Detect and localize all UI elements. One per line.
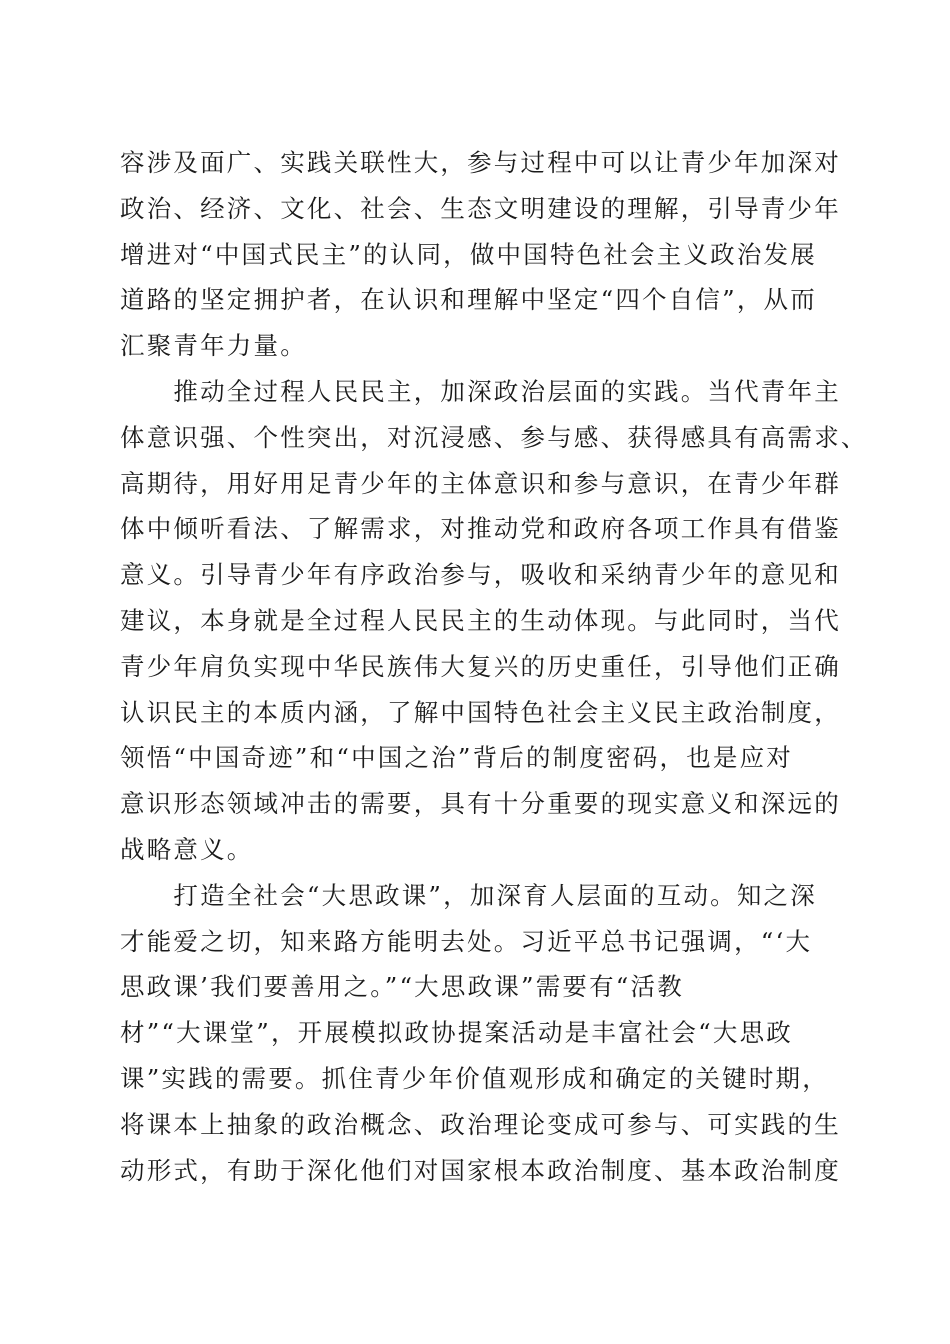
text-line: 认识民主的本质内涵，了解中国特色社会主义民主政治制度，	[120, 697, 841, 727]
text-line: 课”实践的需要。抓住青少年价值观形成和确定的关键时期，	[120, 1063, 829, 1093]
text-line: 青少年肩负实现中华民族伟大复兴的历史重任，引导他们正确	[120, 651, 841, 681]
text-line: 意识形态领域冲击的需要，具有十分重要的现实意义和深远的	[120, 789, 841, 819]
text-line: 高期待，用好用足青少年的主体意识和参与意识，在青少年群	[120, 468, 841, 498]
text-line: 体意识强、个性突出，对沉浸感、参与感、获得感具有高需求、	[120, 422, 868, 452]
text-line: 推动全过程人民民主，加深政治层面的实践。当代青年主	[120, 376, 841, 406]
text-line: 建议，本身就是全过程人民民主的生动体现。与此同时，当代	[120, 605, 841, 635]
text-line: 汇聚青年力量。	[120, 331, 307, 361]
text-line: 动形式，有助于深化他们对国家根本政治制度、基本政治制度	[120, 1155, 841, 1185]
body-text	[120, 140, 868, 1193]
text-line: 体中倾听看法、了解需求，对推动党和政府各项工作具有借鉴	[120, 514, 841, 544]
text-line: 政治、经济、文化、社会、生态文明建设的理解，引导青少年	[120, 193, 841, 223]
text-line: 领悟“中国奇迹”和“中国之治”背后的制度密码，也是应对	[120, 743, 793, 773]
text-line: 将课本上抽象的政治概念、政治理论变成可参与、可实践的生	[120, 1109, 841, 1139]
text-line: 打造全社会“大思政课”，加深育人层面的互动。知之深	[120, 880, 817, 910]
text-line: 材”“大课堂”，开展模拟政协提案活动是丰富社会“大思政	[120, 1018, 793, 1048]
text-line: 思政课’我们要善用之。”“大思政课”需要有“活教	[120, 972, 684, 1002]
text-line: 才能爱之切，知来路方能明去处。习近平总书记强调，“‘大	[120, 926, 813, 956]
text-line: 意义。引导青少年有序政治参与，吸收和采纳青少年的意见和	[120, 560, 841, 590]
text-line: 战略意义。	[120, 834, 254, 864]
text-line: 道路的坚定拥护者，在认识和理解中坚定“四个自信”，从而	[120, 285, 817, 315]
text-line: 容涉及面广、实践关联性大，参与过程中可以让青少年加深对	[120, 148, 841, 177]
text-line: 增进对“中国式民主”的认同，做中国特色社会主义政治发展	[120, 239, 817, 269]
